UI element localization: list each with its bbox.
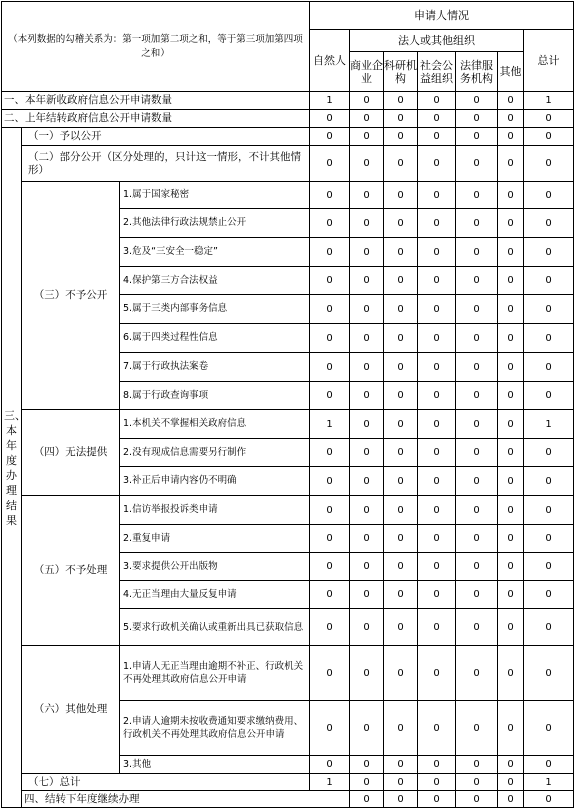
value-cell: 0 [310, 146, 350, 182]
gov-info-request-table [1, 1, 574, 808]
item-label: 1.申请人无正当理由逾期不补正、行政机关不再处理其政府信息公开申请 [120, 646, 310, 701]
value-cell: 0 [350, 238, 384, 267]
value-cell: 0 [456, 267, 498, 295]
table-row [2, 92, 574, 110]
value-cell: 0 [524, 182, 574, 209]
value-cell: 0 [524, 609, 574, 646]
group-label-cannot-provide: （四）无法提供 [22, 410, 120, 496]
value-cell: 0 [350, 467, 384, 496]
value-cell: 0 [498, 525, 524, 553]
value-cell: 0 [498, 791, 524, 808]
value-cell: 0 [418, 553, 456, 581]
value-cell: 0 [418, 110, 456, 128]
value-cell: 0 [418, 238, 456, 267]
value-cell: 0 [456, 110, 498, 128]
table-row [2, 182, 574, 209]
value-cell: 0 [350, 439, 384, 467]
value-cell: 0 [498, 581, 524, 609]
value-cell: 0 [350, 128, 384, 146]
value-cell: 0 [384, 553, 418, 581]
value-cell: 0 [456, 609, 498, 646]
value-cell: 0 [350, 609, 384, 646]
group-label-not-disclosed: （三）不予公开 [22, 182, 120, 410]
value-cell: 0 [350, 410, 384, 439]
header-note: （本列数据的勾稽关系为：第一项加第二项之和，等于第三项加第四项之和） [2, 2, 310, 92]
table-row [2, 646, 574, 701]
value-cell: 0 [524, 146, 574, 182]
value-cell: 0 [524, 439, 574, 467]
value-cell: 0 [384, 182, 418, 209]
value-cell: 0 [498, 467, 524, 496]
row-label-new-requests: 一、本年新收政府信息公开申请数量 [2, 92, 310, 110]
value-cell: 0 [498, 110, 524, 128]
value-cell: 0 [384, 382, 418, 410]
value-cell: 0 [384, 791, 418, 808]
value-cell: 0 [384, 267, 418, 295]
value-cell: 0 [456, 182, 498, 209]
value-cell: 0 [498, 410, 524, 439]
value-cell: 0 [350, 146, 384, 182]
value-cell: 0 [498, 92, 524, 110]
value-cell: 0 [310, 295, 350, 324]
value-cell: 0 [350, 182, 384, 209]
value-cell: 0 [350, 496, 384, 525]
value-cell: 0 [350, 756, 384, 774]
value-cell: 1 [310, 92, 350, 110]
value-cell: 0 [524, 267, 574, 295]
header-legal-group: 法人或其他组织 [350, 30, 524, 52]
value-cell: 0 [350, 382, 384, 410]
value-cell: 0 [310, 209, 350, 238]
value-cell: 0 [418, 439, 456, 467]
item-label: 2.重复申请 [120, 525, 310, 553]
value-cell: 0 [310, 525, 350, 553]
value-cell: 0 [310, 267, 350, 295]
value-cell: 0 [456, 146, 498, 182]
value-cell: 0 [456, 128, 498, 146]
value-cell: 1 [524, 410, 574, 439]
value-cell: 0 [384, 496, 418, 525]
group-label-not-processed: （五）不予处理 [22, 496, 120, 646]
item-label: 4.无正当理由大量反复申请 [120, 581, 310, 609]
value-cell: 0 [456, 382, 498, 410]
value-cell: 0 [456, 646, 498, 701]
value-cell: 0 [456, 238, 498, 267]
value-cell: 0 [498, 146, 524, 182]
value-cell: 0 [418, 324, 456, 353]
item-label: 1.本机关不掌握相关政府信息 [120, 410, 310, 439]
value-cell: 0 [310, 701, 350, 756]
value-cell: 0 [384, 238, 418, 267]
value-cell: 0 [350, 209, 384, 238]
item-label: 8.属于行政查询事项 [120, 382, 310, 410]
value-cell: 1 [310, 774, 350, 791]
table-row [2, 128, 574, 146]
value-cell: 0 [456, 295, 498, 324]
value-cell: 0 [498, 353, 524, 382]
value-cell: 0 [310, 382, 350, 410]
item-label: 2.申请人逾期未按收费通知要求缴纳费用、行政机关不再处理其政府信息公开申请 [120, 701, 310, 756]
value-cell: 0 [350, 353, 384, 382]
value-cell: 0 [498, 774, 524, 791]
value-cell: 0 [524, 553, 574, 581]
value-cell: 0 [384, 209, 418, 238]
section-results-label: 三、本年度办理结果 [2, 128, 22, 808]
table-row [2, 410, 574, 439]
value-cell: 0 [524, 110, 574, 128]
value-cell: 0 [418, 267, 456, 295]
value-cell: 0 [524, 581, 574, 609]
value-cell: 0 [310, 238, 350, 267]
value-cell: 0 [456, 756, 498, 774]
value-cell: 0 [350, 324, 384, 353]
item-label: 3.要求提供公开出版物 [120, 553, 310, 581]
value-cell: 0 [418, 209, 456, 238]
value-cell: 0 [498, 295, 524, 324]
value-cell: 0 [350, 646, 384, 701]
value-cell: 0 [524, 496, 574, 525]
value-cell: 0 [350, 581, 384, 609]
header-natural-person: 自然人 [310, 30, 350, 92]
value-cell: 0 [310, 353, 350, 382]
item-label: 3.补正后申请内容仍不明确 [120, 467, 310, 496]
value-cell: 0 [310, 496, 350, 525]
value-cell: 0 [524, 791, 574, 808]
value-cell: 0 [350, 774, 384, 791]
value-cell: 0 [310, 439, 350, 467]
value-cell: 0 [418, 525, 456, 553]
value-cell: 0 [384, 609, 418, 646]
row-label-carry-forward: 四、结转下年度继续办理 [22, 791, 350, 808]
item-label: 1.信访举报投诉类申请 [120, 496, 310, 525]
value-cell: 0 [524, 128, 574, 146]
value-cell: 0 [384, 324, 418, 353]
value-cell: 0 [498, 609, 524, 646]
table-row [2, 791, 574, 808]
value-cell: 0 [498, 238, 524, 267]
value-cell: 0 [456, 791, 498, 808]
value-cell: 0 [456, 467, 498, 496]
item-label: 3.其他 [120, 756, 310, 774]
value-cell: 0 [456, 701, 498, 756]
header-social: 社会公益组织 [418, 52, 456, 92]
value-cell: 0 [456, 439, 498, 467]
value-cell: 0 [418, 467, 456, 496]
value-cell: 0 [524, 238, 574, 267]
value-cell: 0 [310, 609, 350, 646]
value-cell: 0 [384, 756, 418, 774]
value-cell: 0 [350, 701, 384, 756]
item-label: 2.其他法律行政法规禁止公开 [120, 209, 310, 238]
value-cell: 0 [456, 353, 498, 382]
value-cell: 0 [456, 410, 498, 439]
value-cell: 0 [524, 756, 574, 774]
value-cell: 0 [418, 609, 456, 646]
value-cell: 0 [384, 128, 418, 146]
value-cell: 0 [456, 324, 498, 353]
value-cell: 0 [384, 701, 418, 756]
value-cell: 0 [418, 146, 456, 182]
item-label: 3.危及“三安全一稳定” [120, 238, 310, 267]
row-label-carried-over: 二、上年结转政府信息公开申请数量 [2, 110, 310, 128]
value-cell: 0 [310, 324, 350, 353]
value-cell: 0 [384, 92, 418, 110]
value-cell: 0 [418, 756, 456, 774]
value-cell: 0 [418, 774, 456, 791]
item-label: 2.没有现成信息需要另行制作 [120, 439, 310, 467]
value-cell: 0 [498, 701, 524, 756]
item-label: 5.要求行政机关确认或重新出具已获取信息 [120, 609, 310, 646]
value-cell: 0 [350, 791, 384, 808]
value-cell: 0 [418, 353, 456, 382]
value-cell: 0 [384, 581, 418, 609]
value-cell: 0 [384, 646, 418, 701]
header-applicant: 申请人情况 [310, 2, 574, 30]
value-cell: 0 [498, 382, 524, 410]
value-cell: 0 [350, 553, 384, 581]
group-label-partial: （二）部分公开（区分处理的，只计这一情形，不计其他情形） [22, 146, 310, 182]
value-cell: 0 [524, 382, 574, 410]
value-cell: 0 [498, 756, 524, 774]
value-cell: 0 [524, 324, 574, 353]
value-cell: 0 [524, 209, 574, 238]
value-cell: 0 [418, 128, 456, 146]
value-cell: 0 [310, 467, 350, 496]
value-cell: 0 [418, 92, 456, 110]
value-cell: 0 [418, 646, 456, 701]
value-cell: 0 [350, 92, 384, 110]
value-cell: 0 [418, 382, 456, 410]
value-cell: 0 [418, 496, 456, 525]
table-row [2, 774, 574, 791]
item-label: 1.属于国家秘密 [120, 182, 310, 209]
value-cell: 0 [524, 353, 574, 382]
value-cell: 0 [498, 182, 524, 209]
value-cell: 0 [350, 295, 384, 324]
value-cell: 0 [418, 791, 456, 808]
item-label: 5.属于三类内部事务信息 [120, 295, 310, 324]
value-cell: 0 [498, 439, 524, 467]
value-cell: 0 [384, 110, 418, 128]
value-cell: 0 [456, 774, 498, 791]
table-row [2, 146, 574, 182]
value-cell: 0 [384, 467, 418, 496]
table-row [2, 496, 574, 525]
value-cell: 0 [310, 553, 350, 581]
value-cell: 0 [456, 496, 498, 525]
value-cell: 0 [418, 581, 456, 609]
value-cell: 0 [350, 110, 384, 128]
value-cell: 1 [524, 774, 574, 791]
value-cell: 0 [456, 525, 498, 553]
header-other: 其他 [498, 52, 524, 92]
value-cell: 0 [310, 182, 350, 209]
value-cell: 0 [384, 525, 418, 553]
value-cell: 0 [350, 267, 384, 295]
value-cell: 0 [498, 324, 524, 353]
value-cell: 0 [384, 146, 418, 182]
value-cell: 0 [456, 209, 498, 238]
header-legal-service: 法律服务机构 [456, 52, 498, 92]
value-cell: 0 [350, 525, 384, 553]
value-cell: 0 [524, 295, 574, 324]
value-cell: 0 [418, 182, 456, 209]
value-cell: 0 [310, 756, 350, 774]
value-cell: 0 [310, 581, 350, 609]
value-cell: 0 [384, 774, 418, 791]
value-cell: 0 [384, 295, 418, 324]
value-cell: 0 [524, 525, 574, 553]
value-cell: 0 [498, 553, 524, 581]
item-label: 6.属于四类过程性信息 [120, 324, 310, 353]
table-row [2, 110, 574, 128]
value-cell: 0 [310, 110, 350, 128]
value-cell: 0 [456, 581, 498, 609]
value-cell: 0 [418, 410, 456, 439]
value-cell: 0 [418, 295, 456, 324]
value-cell: 0 [498, 128, 524, 146]
value-cell: 0 [498, 267, 524, 295]
value-cell: 0 [418, 701, 456, 756]
item-label: 7.属于行政执法案卷 [120, 353, 310, 382]
value-cell: 0 [384, 410, 418, 439]
header-total: 总计 [524, 30, 574, 92]
item-label: 4.保护第三方合法权益 [120, 267, 310, 295]
value-cell: 0 [384, 439, 418, 467]
value-cell: 0 [456, 92, 498, 110]
group-label-total: （七）总计 [22, 774, 310, 791]
header-research: 科研机构 [384, 52, 418, 92]
value-cell: 0 [498, 496, 524, 525]
value-cell: 1 [524, 92, 574, 110]
value-cell: 0 [524, 646, 574, 701]
value-cell: 1 [310, 410, 350, 439]
value-cell: 0 [310, 646, 350, 701]
value-cell: 0 [498, 209, 524, 238]
value-cell: 0 [456, 553, 498, 581]
header-business: 商业企业 [350, 52, 384, 92]
group-label-other-processing: （六）其他处理 [22, 646, 120, 774]
group-label-disclosed: （一）予以公开 [22, 128, 310, 146]
value-cell: 0 [310, 128, 350, 146]
value-cell: 0 [384, 353, 418, 382]
value-cell: 0 [524, 467, 574, 496]
value-cell: 0 [498, 646, 524, 701]
value-cell: 0 [524, 701, 574, 756]
